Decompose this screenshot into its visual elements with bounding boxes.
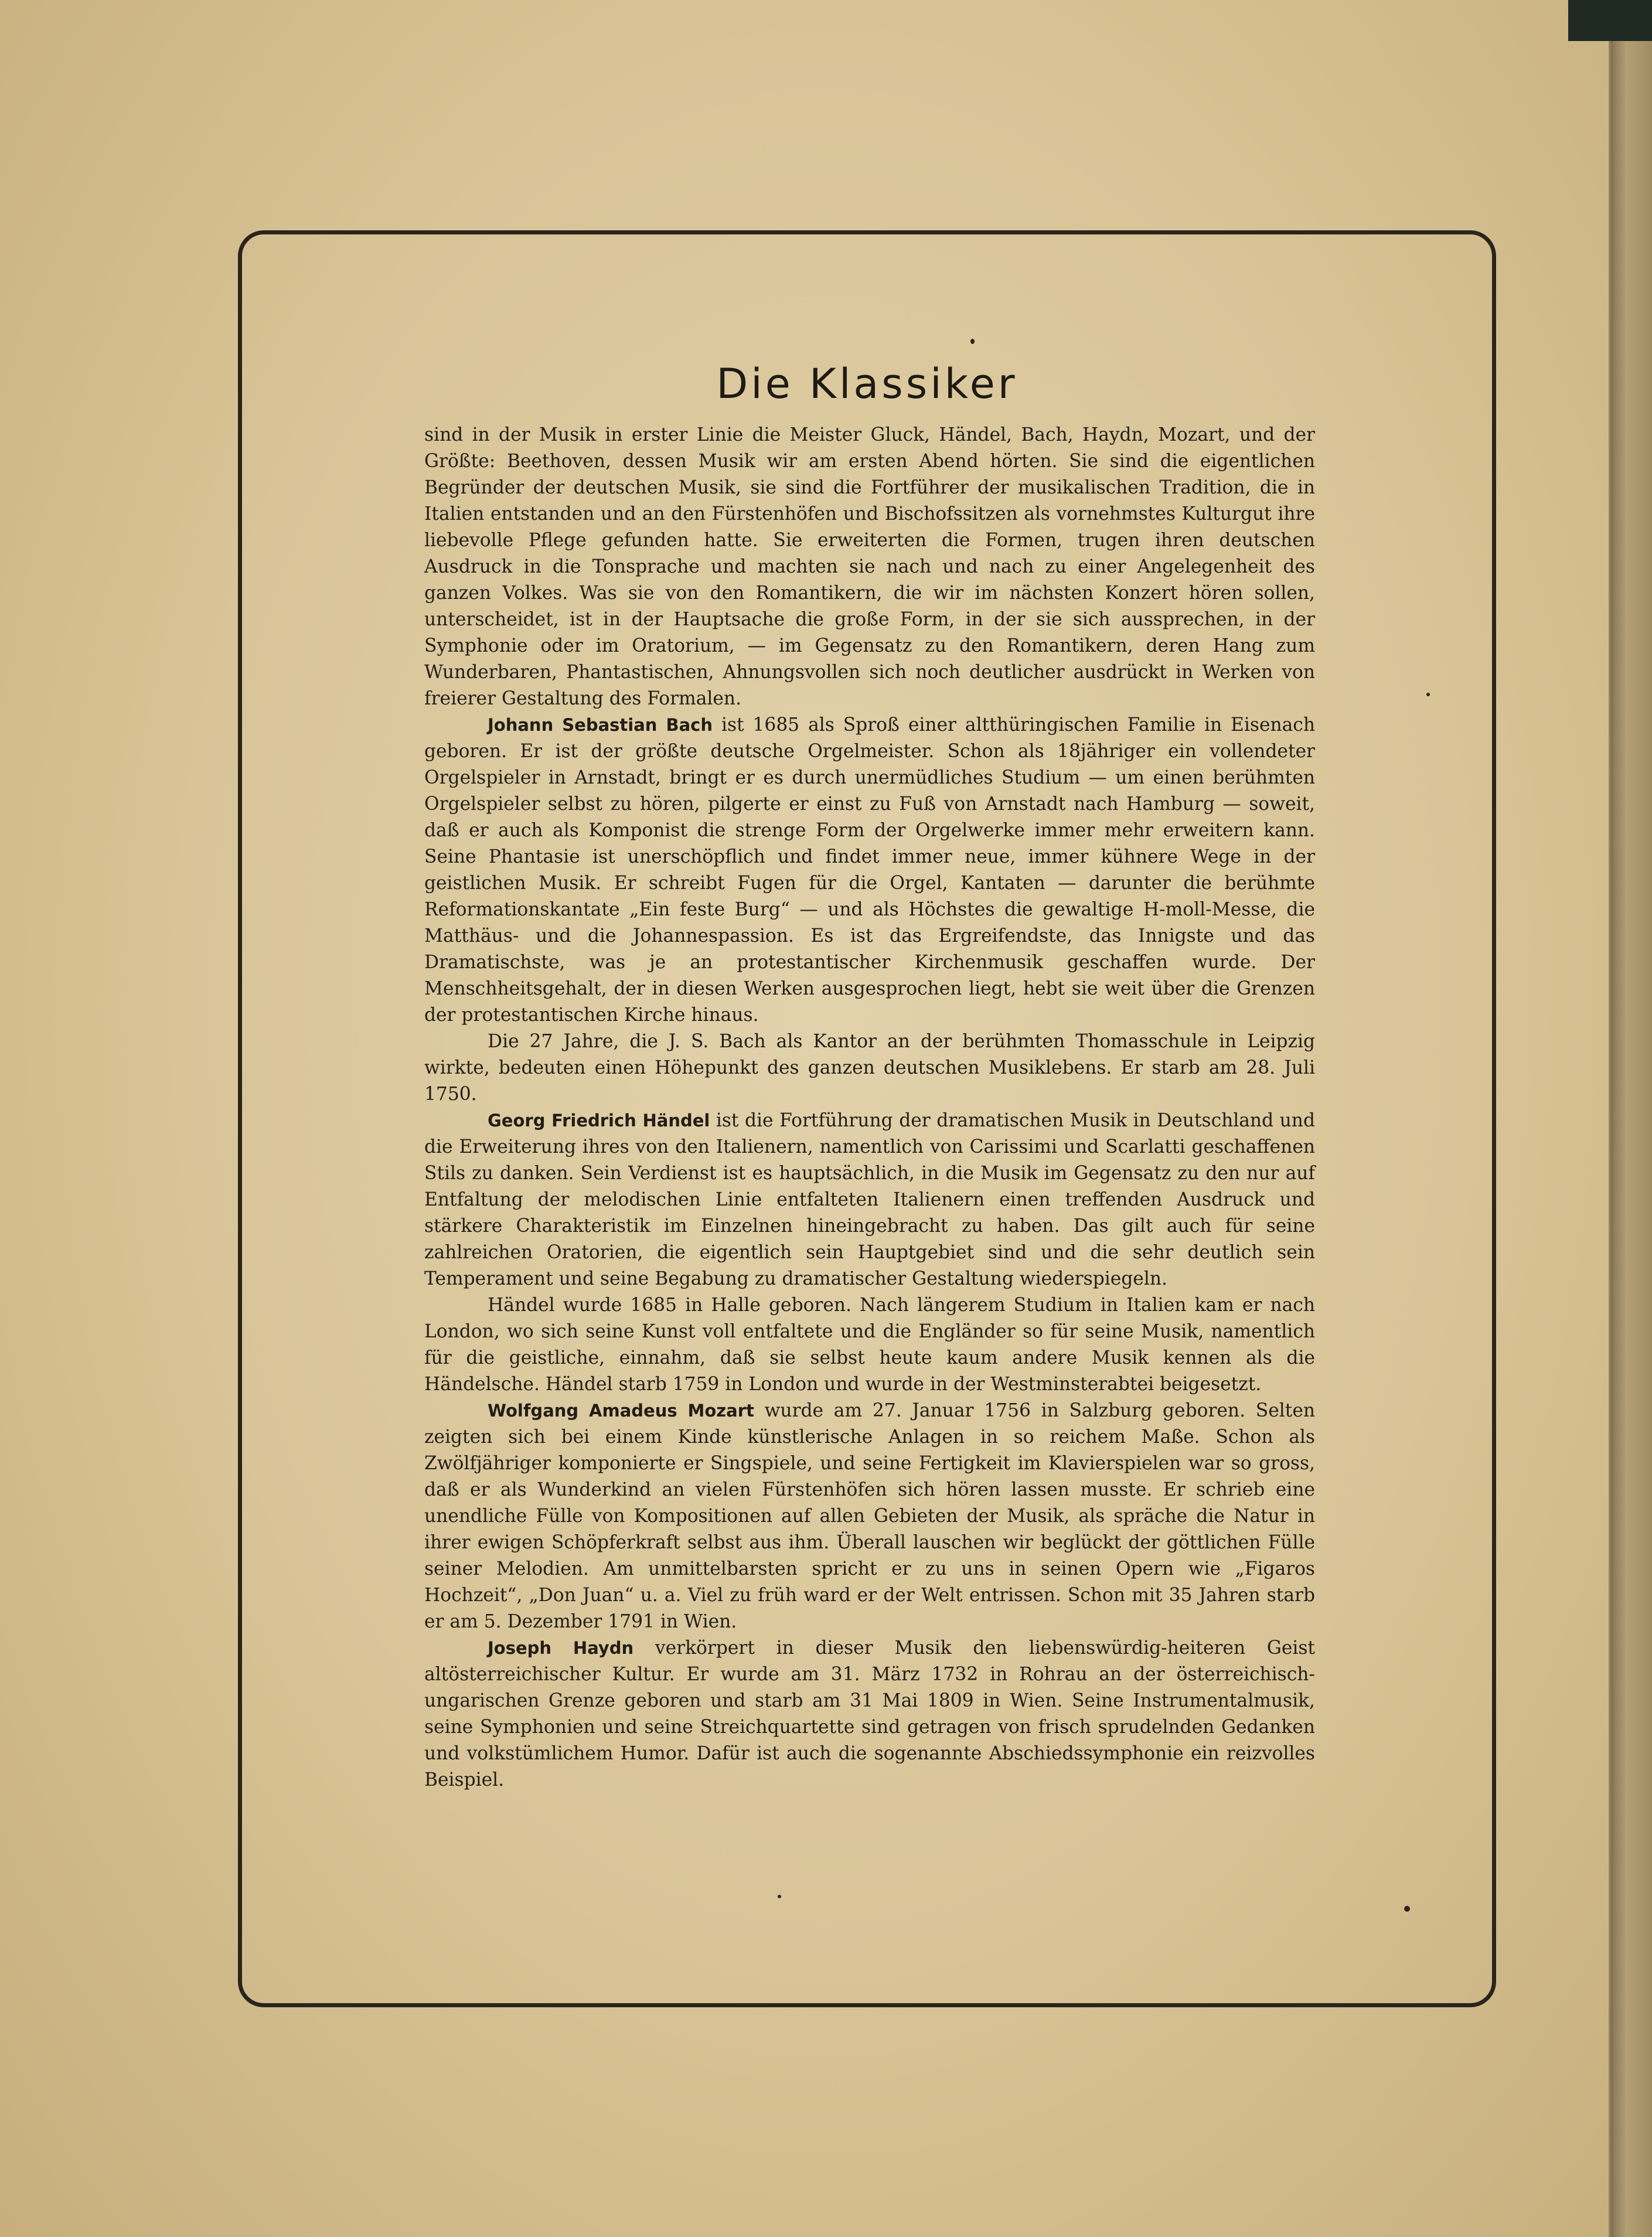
paragraph-text: ist 1685 als Sproß einer altthüringischen Familie in Eisenach geboren. Er ist der größte deutsche Orgelmeister. Schon als 18jähriger ein vollendeter Orgelspieler in Arnstadt, bringt er es durch unermüdliches Studium — um einen berühmten Orgelspieler selbst zu hören, pilgerte er einst zu Fuß von Arnstadt nach Hamburg — soweit, daß er auch als Komponist die strenge Form der Orgelwerke immer mehr erweitern kann. Seine Phantasie ist unerschöpflich und findet immer neue, immer kühnere Wege in der geistlichen Musik. Er schreibt Fugen für die Orgel, Kantaten — darunter die berühmte Reformationskantate „Ein feste Burg“ — und als Höchstes die gewaltige H-moll-Messe, die Matthäus- und die Johannespassion. Es ist das Ergreifendste, das Innigste und das Dramatischste, was je an protestantischer Kirchenmusik geschaffen wurde. Der Menschheitsgehalt, der in diesen Werken ausgesprochen liegt, hebt sie weit über die Grenzen der protestantischen Kirche hinaus. (424, 714, 1315, 1026)
paragraph-bach-leipzig (424, 1029, 1315, 1108)
ink-speck (1404, 1906, 1410, 1912)
paragraph-bach (424, 712, 1315, 1029)
paragraph-mozart (424, 1398, 1315, 1635)
composer-name: Georg Friedrich Händel (488, 1111, 710, 1131)
binding-corner (1568, 0, 1652, 41)
paragraph-intro (424, 422, 1315, 712)
composer-name: Joseph Haydn (488, 1638, 634, 1658)
paragraph-text: wurde am 27. Januar 1756 in Salzburg geboren. Selten zeigten sich bei einem Kinde künstlerische Anlagen in so reichem Maße. Schon als Zwölfjähriger komponierte er Singspiele, und seine Fertigkeit im Klavierspielen war so gross, daß er als Wunderkind an vielen Fürstenhöfen sich hören lassen musste. Er schrieb eine unendliche Fülle von Kompositionen auf allen Gebieten der Musik, als spräche die Natur in ihrer ewigen Schöpferkraft selbst aus ihm. Überall lauschen wir beglückt der göttlichen Fülle seiner Melodien. Am unmittelbarsten spricht er zu uns in seinen Opern wie „Figaros Hochzeit“, „Don Juan“ u. a. Viel zu früh ward er der Welt entrissen. Schon mit 35 Jahren starb er am 5. Dezember 1791 in Wien. (424, 1400, 1315, 1632)
composer-name: Johann Sebastian Bach (488, 715, 713, 735)
paragraph-haendel (424, 1108, 1315, 1292)
paragraph-text: sind in der Musik in erster Linie die Meister Gluck, Händel, Bach, Haydn, Mozart, und der Größte: Beethoven, dessen Musik wir am ersten Abend hörten. Sie sind die eigentlichen Begründer der deutschen Musik, sie sind die Fortführer der musikalischen Tradition, die in Italien entstanden und an den Fürstenhöfen und Bischofssitzen als vornehmstes Kulturgut ihre liebevolle Pflege gefunden hatte. Sie erweiterten die Formen, trugen ihren deutschen Ausdruck in die Tonsprache und machten sie nach und nach zu einer Angelegenheit des ganzen Volkes. Was sie von den Romantikern, die wir im nächsten Konzert hören sollen, unterscheidet, ist in der Hauptsache die große Form, in der sie sich aussprechen, in der Symphonie oder im Oratorium, — im Gegensatz zu den Romantikern, deren Hang zum Wunderbaren, Phantastischen, Ahnungsvollen sich noch deutlicher ausdrückt in Werken von freierer Gestaltung des Formalen. (424, 424, 1315, 709)
article-body (424, 422, 1315, 1793)
paragraph-text: verkörpert in dieser Musik den liebenswürdig-heiteren Geist altösterreichischer Kultur. Er wurde am 31. März 1732 in Rohrau an der österreichisch-ungarischen Grenze geboren und starb am 31 Mai 1809 in Wien. Seine Instrumentalmusik, seine Symphonien und seine Streichquartette sind getragen von frisch sprudelnden Gedanken und volkstümlichem Humor. Dafür ist auch die sogenannte Abschiedssymphonie ein reizvolles Beispiel. (424, 1637, 1315, 1790)
next-page-edge (1613, 0, 1652, 2237)
paragraph-text: Händel wurde 1685 in Halle geboren. Nach längerem Studium in Italien kam er nach London, wo sich seine Kunst voll entfaltete und die Engländer so für seine Musik, namentlich für die geistliche, einnahm, daß sie selbst heute kaum andere Musik kennen als die Händelsche. Händel starb 1759 in London und wurde in der Westminsterabtei beigesetzt. (424, 1295, 1315, 1395)
paragraph-haydn (424, 1635, 1315, 1793)
paragraph-haendel-london (424, 1292, 1315, 1398)
composer-name: Wolfgang Amadeus Mozart (488, 1401, 754, 1421)
ink-speck (1426, 693, 1430, 696)
ink-speck (778, 1895, 781, 1898)
page-title: Die Klassiker (716, 360, 1018, 408)
ink-speck (970, 339, 975, 344)
paragraph-text: ist die Fortführung der dramatischen Musik in Deutschland und die Erweiterung ihres von den Italienern, namentlich von Carissimi und Scarlatti geschaffenen Stils zu danken. Sein Verdienst ist es hauptsächlich, in die Musik im Gegensatz zu den nur auf Entfaltung der melodischen Linie entfalteten Italienern einen treffenden Ausdruck und stärkere Charakteristik im Einzelnen hineingebracht zu haben. Das gilt auch für seine zahlreichen Oratorien, die eigentlich sein Hauptgebiet sind und die sehr deutlich sein Temperament und seine Begabung zu dramatischer Gestaltung wiederspiegeln. (424, 1110, 1315, 1289)
paragraph-text: Die 27 Jahre, die J. S. Bach als Kantor an der berühmten Thomasschule in Leipzig wirkte, bedeuten einen Höhepunkt des ganzen deutschen Musiklebens. Er starb am 28. Juli 1750. (424, 1031, 1315, 1105)
